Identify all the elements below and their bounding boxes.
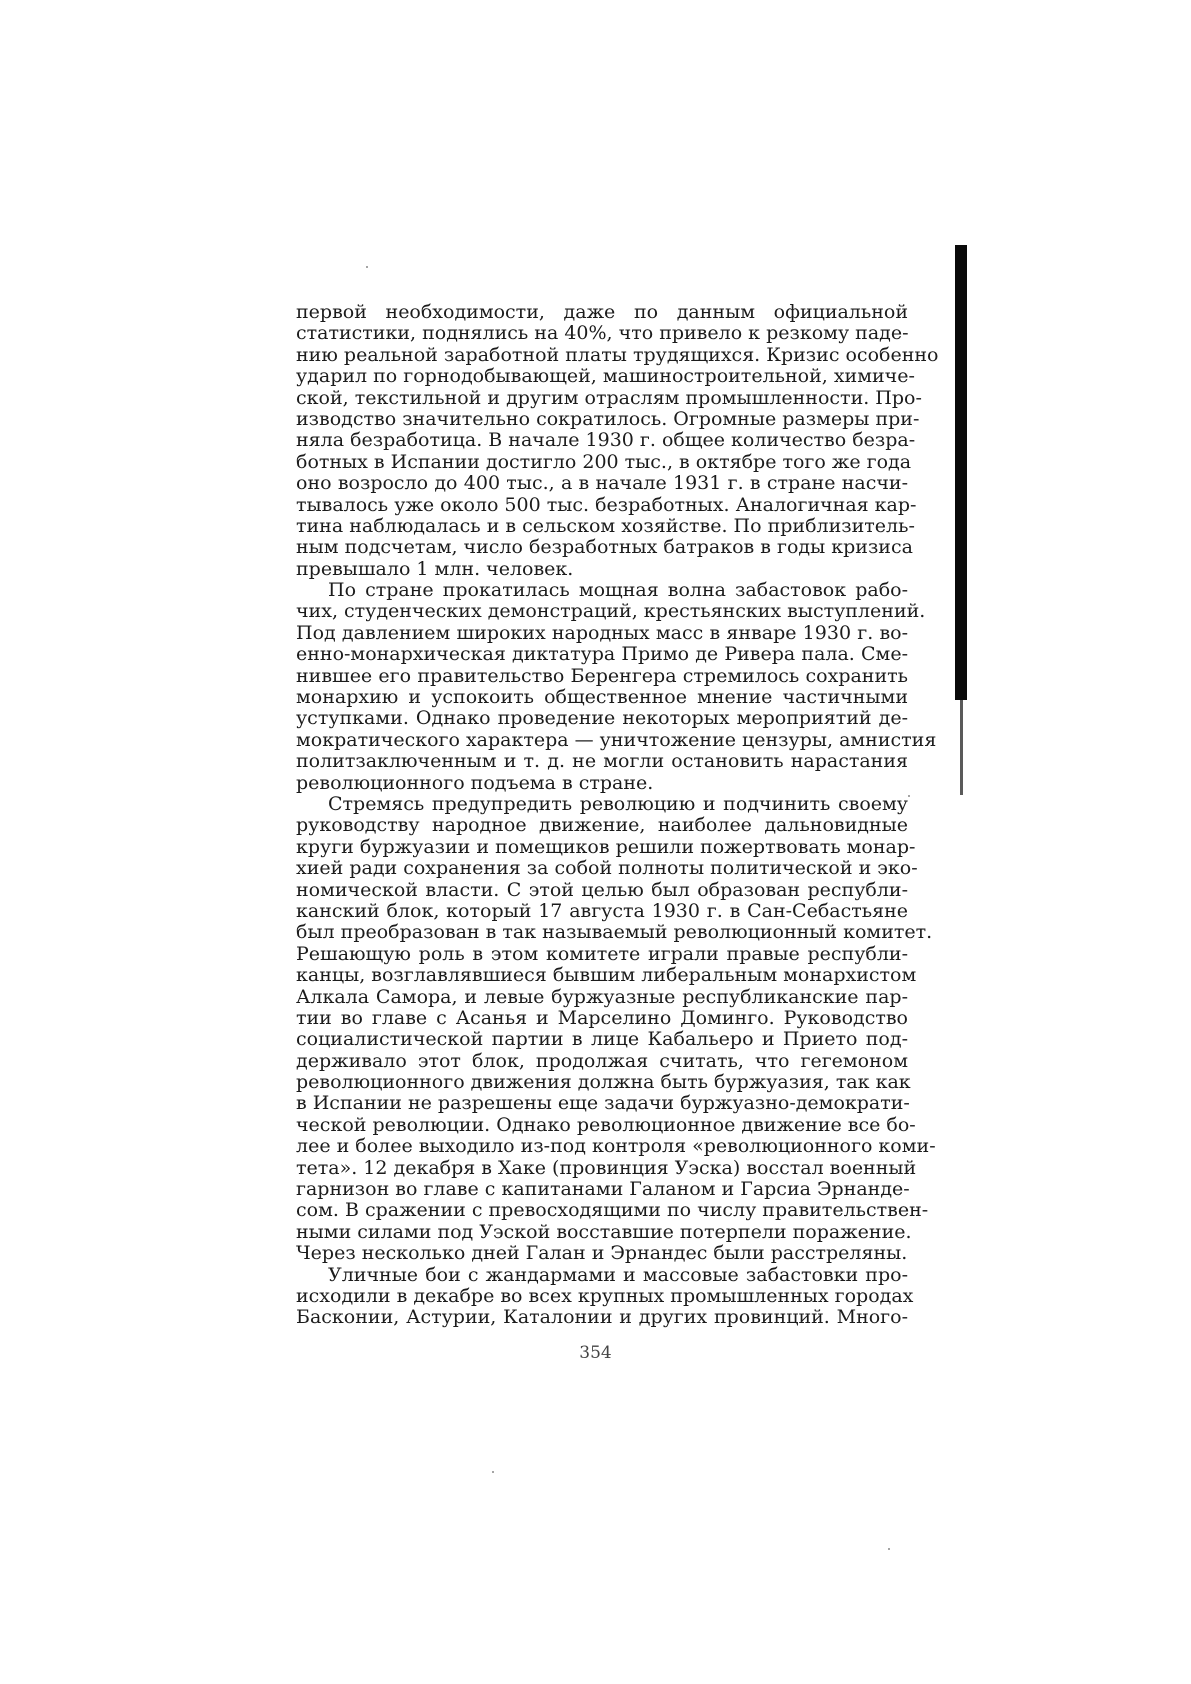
text-line: Решающую роль в этом комитете играли правые республи-	[296, 942, 908, 965]
text-line: гарнизон во главе с капитанами Галаном и Гарсиа Эрнанде-	[296, 1178, 910, 1201]
text-line: ческой революции. Однако революционное движение все бо-	[296, 1113, 916, 1136]
text-line: тета». 12 декабря в Хаке (провинция Уэска) восстал военный	[296, 1156, 917, 1179]
text-line: енно-монархическая диктатура Примо де Ривера пала. Сме-	[296, 643, 908, 666]
text-line: первой необходимости, даже по данным официальной	[296, 301, 908, 323]
text-line: ударил по горнодобывающей, машиностроительной, химиче-	[296, 365, 915, 388]
text-line: ным подсчетам, число безработных батраков в годы кризиса	[296, 536, 913, 559]
paragraph	[296, 792, 936, 1265]
scan-edge-shadow-tail	[960, 700, 963, 795]
text-line: держивало этот блок, продолжая считать, что гегемоном	[296, 1049, 908, 1072]
text-line: лее и более выходило из-под контроля «революционного коми-	[296, 1135, 936, 1158]
body-text	[296, 301, 939, 1329]
paragraph	[296, 1263, 914, 1329]
text-line: социалистической партии в лице Кабальеро и Прието под-	[296, 1028, 908, 1051]
text-line: уступками. Однако проведение некоторых мероприятий де-	[296, 707, 908, 730]
text-line: революционного движения должна быть буржуазия, так как	[296, 1071, 911, 1094]
text-line: нию реальной заработной платы трудящихся. Кризис особенно	[296, 343, 939, 366]
text-line: изводство значительно сократилось. Огромные размеры при-	[296, 407, 920, 430]
text-line: няла безработица. В начале 1930 г. общее количество безра-	[296, 429, 916, 452]
text-line: был преобразован в так называемый революционный комитет.	[296, 921, 933, 944]
text-line: чих, студенческих демонстраций, крестьянских выступлений.	[296, 600, 926, 623]
text-line: в Испании не разрешены еще задачи буржуазно-демократи-	[296, 1092, 910, 1115]
scan-speck	[908, 795, 910, 797]
text-line: Алкала Самора, и левые буржуазные республиканские пар-	[296, 985, 908, 1008]
scan-edge-shadow	[955, 245, 967, 700]
text-line: руководству народное движение, наиболее дальновидные	[296, 814, 908, 837]
text-line: ботных в Испании достигло 200 тыс., в октябре того же года	[296, 450, 912, 473]
text-line: круги буржуазии и помещиков решили пожертвовать монар-	[296, 835, 916, 858]
scan-speck	[888, 1548, 890, 1550]
text-line: политзаключенным и т. д. не могли остановить нарастания	[296, 750, 908, 773]
text-line: Под давлением широких народных масс в январе 1930 г. во-	[296, 621, 908, 644]
text-line: монархию и успокоить общественное мнение частичными	[296, 686, 908, 709]
text-line: превышало 1 млн. человек.	[296, 557, 574, 580]
text-line: хией ради сохранения за собой полноты политической и эко-	[296, 857, 918, 880]
text-line: революционного подъема в стране.	[296, 771, 654, 794]
text-line: нившее его правительство Беренгера стремилось сохранить	[296, 664, 908, 687]
text-line: оно возросло до 400 тыс., а в начале 1931 г. в стране насчи-	[296, 472, 908, 495]
text-line: канский блок, который 17 августа 1930 г. в Сан-Себастьяне	[296, 899, 908, 922]
paragraph	[296, 301, 939, 580]
text-line: Уличные бои с жандармами и массовые забастовки про-	[328, 1263, 908, 1286]
text-line: исходили в декабре во всех крупных промышленных городах	[296, 1284, 914, 1307]
text-line: мократического характера — уничтожение цензуры, амнистия	[296, 728, 937, 751]
scan-speck	[492, 1471, 494, 1473]
text-line: Через несколько дней Галан и Эрнандес были расстреляны.	[296, 1242, 908, 1265]
paragraph	[296, 579, 937, 794]
text-line: Басконии, Астурии, Каталонии и других провинций. Много-	[296, 1306, 908, 1329]
text-line: статистики, поднялись на 40%, что привело к резкому паде-	[296, 322, 909, 345]
text-line: тывалось уже около 500 тыс. безработных. Аналогичная кар-	[296, 493, 917, 516]
text-line: Стремясь предупредить революцию и подчинить своему	[328, 792, 908, 815]
text-line: тина наблюдалась и в сельском хозяйстве. По приблизитель-	[296, 514, 915, 537]
text-line: ской, текстильной и другим отраслям промышленности. Про-	[296, 386, 922, 409]
text-line: канцы, возглавлявшиеся бывшим либеральным монархистом	[296, 964, 917, 987]
text-line: номической власти. С этой целью был образован республи-	[296, 878, 908, 901]
text-line: сом. В сражении с превосходящими по числу правительствен-	[296, 1199, 929, 1222]
text-line: ными силами под Уэской восставшие потерпели поражение.	[296, 1220, 912, 1243]
text-line: По стране прокатилась мощная волна забастовок рабо-	[328, 579, 908, 602]
page-number: 354	[579, 1343, 612, 1363]
scan-speck	[366, 266, 368, 268]
text-line: тии во главе с Асанья и Марселино Доминго. Руководство	[296, 1006, 908, 1029]
